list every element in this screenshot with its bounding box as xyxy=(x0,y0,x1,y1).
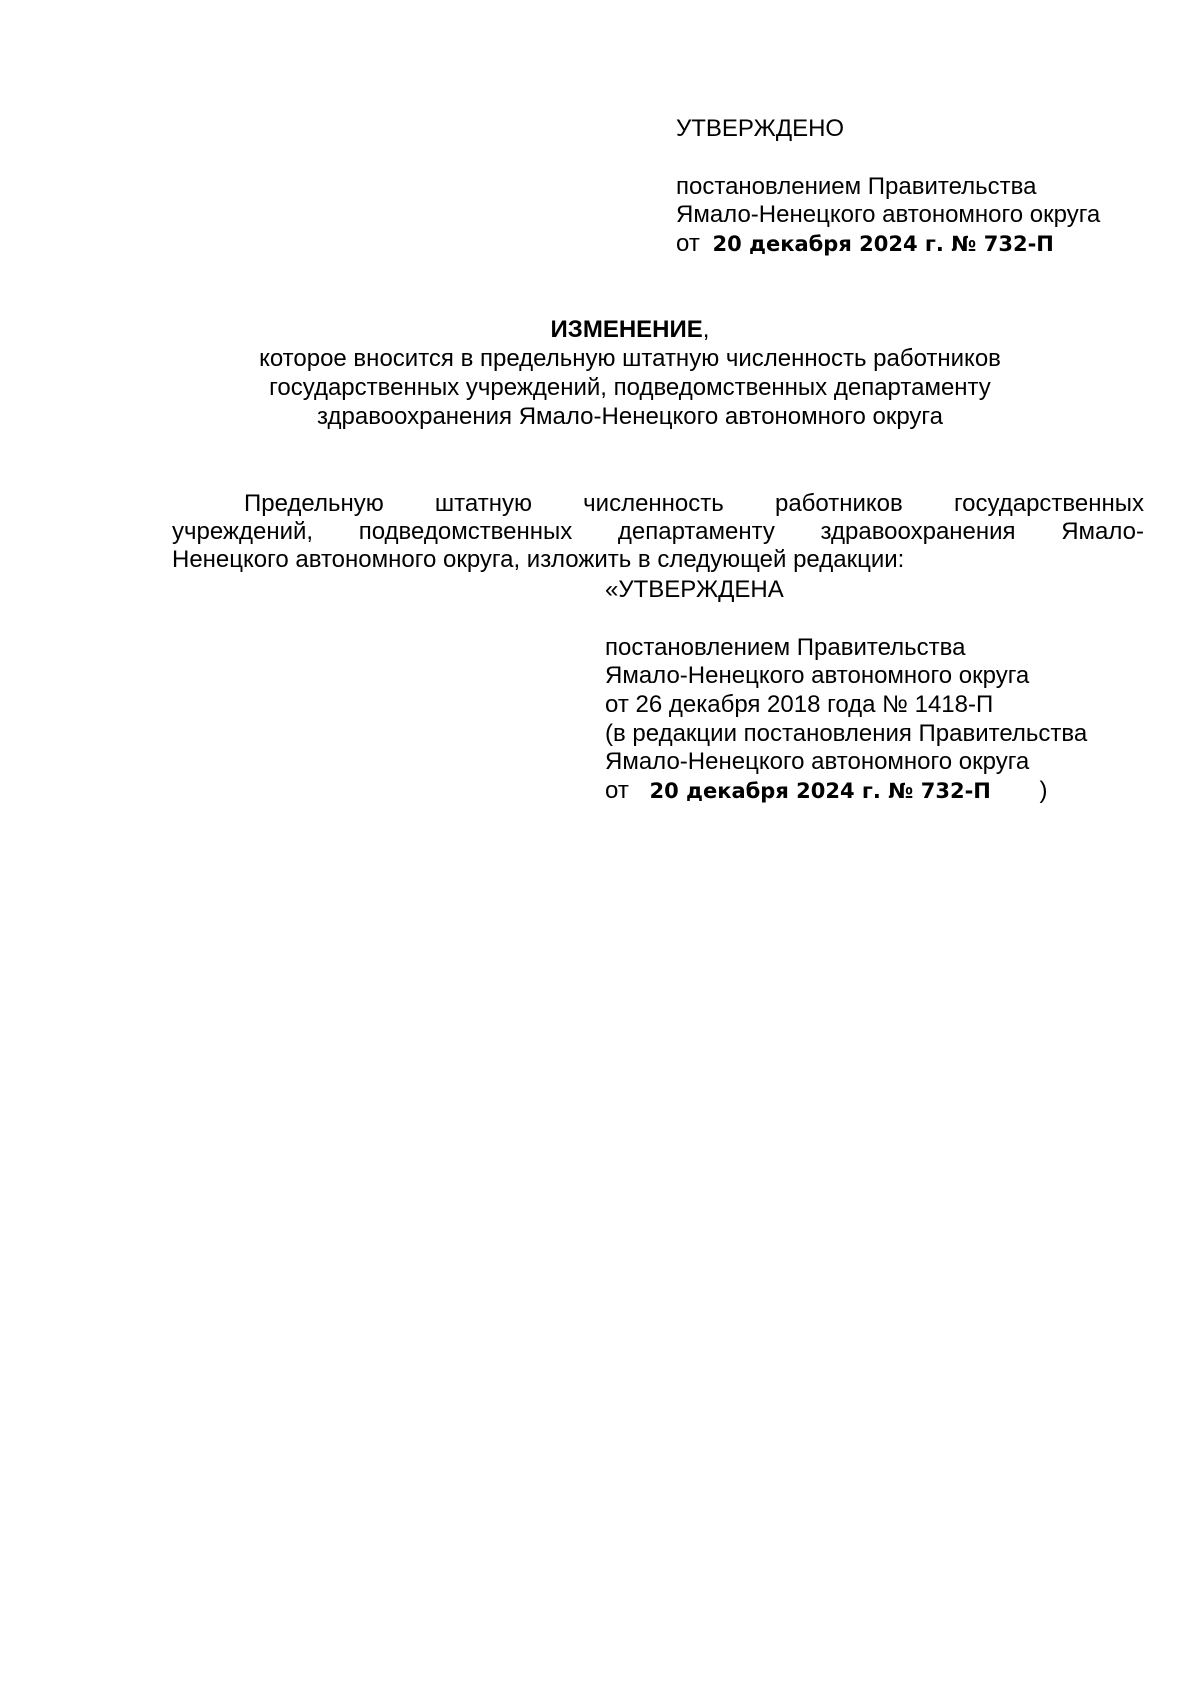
approval-date-line xyxy=(676,230,1054,258)
approval-line-2: Ямало-Ненецкого автономного округа xyxy=(676,201,1101,228)
quoted-approval-line-4: (в редакции постановления Правительства xyxy=(605,720,1088,747)
quoted-approval-line-5: Ямало-Ненецкого автономного округа xyxy=(605,748,1030,775)
heading-subtitle-2: государственных учреждений, подведомственных департаменту xyxy=(269,374,991,401)
body-line-3: Ненецкого автономного округа, изложить в следующей редакции: xyxy=(172,546,905,573)
approval-stamp: УТВЕРЖДЕНО xyxy=(676,115,845,142)
body-line-2: учреждений, подведомственных департаменту здравоохранения Ямало- xyxy=(172,518,1144,545)
approval-date-number: 20 декабря 2024 г. № 732-П xyxy=(712,232,1054,256)
body-paragraph xyxy=(172,490,1144,574)
quoted-approval-date-number: 20 декабря 2024 г. № 732-П xyxy=(649,779,991,803)
approval-date-prefix: от xyxy=(676,230,700,257)
heading-title-suffix: , xyxy=(702,316,710,343)
quoted-approval-line-3: от 26 декабря 2018 года № 1418-П xyxy=(605,691,994,718)
body-line-1: Предельную штатную численность работников государственных xyxy=(244,490,1144,517)
heading-title: ИЗМЕНЕНИЕ xyxy=(550,316,703,343)
heading-subtitle-3: здравоохранения Ямало-Ненецкого автономного округа xyxy=(317,403,943,430)
heading-subtitle-1: которое вносится в предельную штатную численность работников xyxy=(259,345,1001,372)
quoted-approval-line-2: Ямало-Ненецкого автономного округа xyxy=(605,662,1030,689)
approval-line-1: постановлением Правительства xyxy=(676,173,1037,200)
quoted-approval-date-line xyxy=(605,777,1048,805)
quoted-approval-date-prefix: от xyxy=(605,777,629,804)
heading-title-line xyxy=(170,316,1090,344)
quoted-approval-line-1: постановлением Правительства xyxy=(605,634,966,661)
quoted-approval-closing: ) xyxy=(1039,777,1048,804)
quoted-approval-stamp: «УТВЕРЖДЕНА xyxy=(605,576,784,603)
